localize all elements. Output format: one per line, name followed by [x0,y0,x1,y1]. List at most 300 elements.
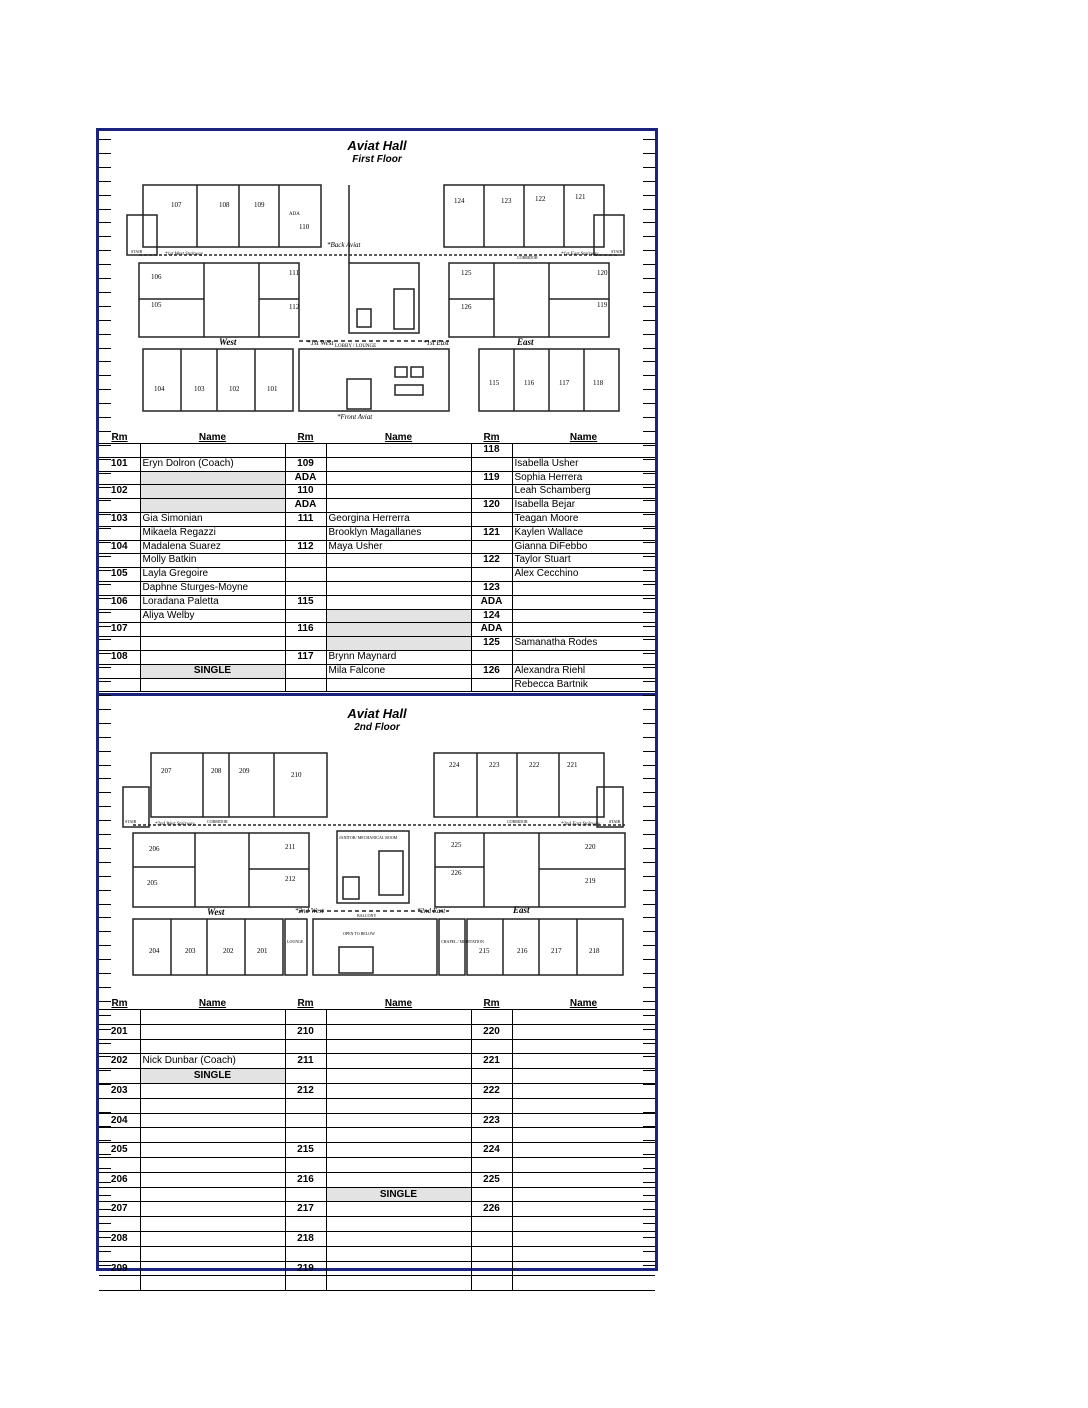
room-number-cell [285,1246,326,1261]
tick-mark [643,1112,655,1113]
room-number-cell: 201 [99,1024,140,1039]
room-123: 123 [501,197,512,205]
room-number-cell: 122 [471,554,512,568]
label-east-stair: *2nd East Stairway [561,822,601,827]
tick-mark [99,167,111,168]
floor2-header-row [99,997,655,1010]
resident-name-cell: Kaylen Wallace [512,526,655,540]
tick-mark [643,806,655,807]
room-number-cell: 212 [285,1083,326,1098]
floor2-title [99,707,655,735]
right-tick-marks [643,131,655,1268]
floor1-title-text: Aviat Hall [347,138,407,153]
resident-name-cell [326,623,471,637]
label-janitor: JANITOR/ MECHANICAL ROOM [339,835,398,840]
table-row [99,650,655,664]
resident-name-cell [140,499,285,513]
resident-name-cell [326,471,471,485]
tick-mark [99,361,111,362]
resident-name-cell [140,1039,285,1054]
resident-name-cell [326,1157,471,1172]
resident-name-cell: Daphne Sturges-Moyne [140,581,285,595]
label-stair-east: STAIR [609,819,621,824]
tick-mark [643,528,655,529]
table-row [99,1024,655,1039]
tick-mark [99,181,111,182]
table-row [99,1231,655,1246]
room-number-cell [285,1098,326,1113]
tick-mark [643,153,655,154]
resident-name-cell [326,444,471,458]
tick-mark [99,737,111,738]
tick-mark [643,320,655,321]
tick-mark [99,612,111,613]
tick-mark [99,890,111,891]
tick-mark [99,473,111,474]
tick-mark [643,890,655,891]
resident-name-cell [512,1187,655,1202]
room-218: 218 [589,947,600,955]
resident-name-cell [512,581,655,595]
room-109: 109 [254,201,265,209]
floor2-section [99,697,655,1274]
room-number-cell [471,1069,512,1084]
tick-mark [643,1237,655,1238]
tick-mark [643,1056,655,1057]
tick-mark [99,500,111,501]
room-number-cell [285,526,326,540]
room-number-cell: 111 [285,512,326,526]
room-124: 124 [454,197,465,205]
label-1st-west: *1st West [307,339,334,347]
tick-mark [99,1112,111,1113]
resident-name-cell [512,1276,655,1291]
tick-mark [99,1265,111,1266]
resident-name-cell: Madalena Suarez [140,540,285,554]
room-203: 203 [185,947,196,955]
room-208: 208 [211,767,222,775]
tick-mark [99,431,111,432]
resident-name-cell [326,609,471,623]
tick-mark [643,195,655,196]
room-number-cell [285,1217,326,1232]
resident-name-cell [512,1172,655,1187]
resident-name-cell [326,637,471,651]
room-103: 103 [194,385,205,393]
table-row [99,1143,655,1158]
room-number-cell: 208 [99,1231,140,1246]
room-number-cell [471,1098,512,1113]
tick-mark [643,1029,655,1030]
tick-mark [643,209,655,210]
resident-name-cell: Alex Cecchino [512,568,655,582]
resident-name-cell: SINGLE [140,1069,285,1084]
tick-mark [643,348,655,349]
resident-name-cell [140,444,285,458]
room-number-cell: 205 [99,1143,140,1158]
tick-mark [99,542,111,543]
resident-name-cell [326,1143,471,1158]
resident-name-cell [326,485,471,499]
room-number-cell: 224 [471,1143,512,1158]
resident-name-cell [326,1083,471,1098]
table-row [99,1054,655,1069]
resident-name-cell [140,1157,285,1172]
resident-name-cell [140,637,285,651]
resident-name-cell [326,1231,471,1246]
resident-name-cell: Mila Falcone [326,664,471,678]
room-206: 206 [149,845,160,853]
tick-mark [99,820,111,821]
table-row [99,1113,655,1128]
room-215: 215 [479,947,490,955]
room-number-cell [471,1231,512,1246]
resident-name-cell [326,678,471,692]
room-number-cell: 206 [99,1172,140,1187]
room-number-cell [285,1069,326,1084]
room-number-cell: 101 [99,457,140,471]
tick-mark [99,1237,111,1238]
tick-mark [643,639,655,640]
floor1-section [99,131,655,691]
room-number-cell [471,1276,512,1291]
label-corridor: CORRIDOR [517,255,538,260]
header-name: Name [140,431,285,444]
room-number-cell: 223 [471,1113,512,1128]
tick-mark [99,1029,111,1030]
tick-mark [643,556,655,557]
room-205: 205 [147,879,158,887]
tick-mark [99,389,111,390]
tick-mark [643,292,655,293]
room-number-cell: 125 [471,637,512,651]
tick-mark [643,264,655,265]
tick-mark [643,431,655,432]
tick-mark [99,403,111,404]
tick-mark [643,709,655,710]
floor1-title [99,139,655,167]
room-number-cell: ADA [285,471,326,485]
room-102: 102 [229,385,240,393]
resident-name-cell [326,1113,471,1128]
tick-mark [643,598,655,599]
room-101: 101 [267,385,278,393]
room-number-cell: 211 [285,1054,326,1069]
label-front-aviat: *Front Aviat [337,413,373,421]
table-row [99,1172,655,1187]
resident-name-cell: Isabella Usher [512,457,655,471]
label-ada: ADA [289,212,300,217]
resident-name-cell [512,1113,655,1128]
room-number-cell [285,678,326,692]
tick-mark [99,751,111,752]
room-number-cell [471,1246,512,1261]
table-row [99,1276,655,1291]
room-222: 222 [529,761,540,769]
header-rm: Rm [285,431,326,444]
tick-mark [99,556,111,557]
resident-name-cell [326,1098,471,1113]
resident-name-cell: Brynn Maynard [326,650,471,664]
room-117: 117 [559,379,570,387]
room-number-cell [285,1157,326,1172]
label-open-below: OPEN TO BELOW [343,931,375,936]
tick-mark [643,1223,655,1224]
tick-mark [99,584,111,585]
header-name: Name [140,997,285,1010]
tick-mark [643,167,655,168]
resident-name-cell: Teagan Moore [512,512,655,526]
tick-mark [643,904,655,905]
tick-mark [99,806,111,807]
room-210: 210 [291,771,302,779]
resident-name-cell: Gia Simonian [140,512,285,526]
tick-mark [643,222,655,223]
resident-name-cell: Mikaela Regazzi [140,526,285,540]
room-number-cell: 225 [471,1172,512,1187]
tick-mark [643,1001,655,1002]
table-row [99,526,655,540]
tick-mark [99,1084,111,1085]
resident-name-cell [326,1172,471,1187]
tick-mark [643,445,655,446]
tick-mark [643,945,655,946]
header-name: Name [326,997,471,1010]
tick-mark [99,1195,111,1196]
tick-mark [99,1126,111,1127]
tick-mark [643,1195,655,1196]
tick-mark [99,1168,111,1169]
tick-mark [643,1070,655,1071]
tick-mark [99,1001,111,1002]
tick-mark [99,1043,111,1044]
room-number-cell: 105 [99,568,140,582]
tick-mark [643,236,655,237]
tick-mark [99,778,111,779]
table-row [99,1187,655,1202]
room-number-cell: 216 [285,1172,326,1187]
room-220: 220 [585,843,596,851]
tick-mark [99,1098,111,1099]
room-number-cell: 120 [471,499,512,513]
tick-mark [99,1223,111,1224]
room-225: 225 [451,841,462,849]
label-lobby: LOBBY / LOUNGE [335,344,377,349]
resident-name-cell: Aliya Welby [140,609,285,623]
tick-mark [99,375,111,376]
room-105: 105 [151,301,162,309]
tick-mark [643,375,655,376]
table-row [99,1157,655,1172]
floor2-roster-body [99,1010,655,1291]
table-row [99,512,655,526]
room-223: 223 [489,761,500,769]
tick-mark [643,417,655,418]
resident-name-cell: Nick Dunbar (Coach) [140,1054,285,1069]
tick-mark [643,862,655,863]
table-row [99,609,655,623]
resident-name-cell [512,1246,655,1261]
room-118: 118 [593,379,604,387]
tick-mark [99,1140,111,1141]
room-number-cell [285,581,326,595]
tick-mark [643,1251,655,1252]
tick-mark [643,681,655,682]
tick-mark [99,848,111,849]
resident-name-cell [512,1261,655,1276]
room-number-cell: 217 [285,1202,326,1217]
room-number-cell [471,1261,512,1276]
resident-name-cell: SINGLE [140,664,285,678]
tick-mark [99,917,111,918]
table-row [99,678,655,692]
tick-mark [643,139,655,140]
resident-name-cell [140,1024,285,1039]
tick-mark [99,348,111,349]
floor1-roster-table [99,431,655,692]
room-number-cell: 209 [99,1261,140,1276]
resident-name-cell [140,1187,285,1202]
tick-mark [99,1056,111,1057]
tick-mark [99,250,111,251]
room-202: 202 [223,947,234,955]
label-corridor-east: CORRIDOR [507,819,528,824]
room-207: 207 [161,767,172,775]
tick-mark [99,1182,111,1183]
tick-mark [99,209,111,210]
room-108: 108 [219,201,230,209]
room-216: 216 [517,947,528,955]
resident-name-cell [140,650,285,664]
resident-name-cell [140,1217,285,1232]
tick-mark [643,1209,655,1210]
tick-mark [643,792,655,793]
tick-mark [99,487,111,488]
room-115: 115 [489,379,500,387]
label-corridor-west: CORRIDOR [207,819,228,824]
room-number-cell [471,1157,512,1172]
resident-name-cell [512,1054,655,1069]
resident-name-cell [512,1217,655,1232]
floor-divider [99,693,655,696]
tick-mark [643,667,655,668]
table-row [99,540,655,554]
tick-mark [99,792,111,793]
tick-mark [99,195,111,196]
resident-name-cell [140,1231,285,1246]
room-107: 107 [171,201,182,209]
room-112: 112 [289,303,300,311]
room-number-cell: 221 [471,1054,512,1069]
room-number-cell: ADA [471,623,512,637]
room-number-cell: 119 [471,471,512,485]
room-number-cell: 126 [471,664,512,678]
room-number-cell [99,1276,140,1291]
floor1-roster-body [99,444,655,692]
label-2nd-west: *2nd West [295,907,324,915]
resident-name-cell [326,1069,471,1084]
resident-name-cell: Leah Schamberg [512,485,655,499]
tick-mark [643,389,655,390]
room-number-cell: 109 [285,457,326,471]
tick-mark [643,751,655,752]
tick-mark [643,1168,655,1169]
tick-mark [99,264,111,265]
tick-mark [99,959,111,960]
resident-name-cell: SINGLE [326,1187,471,1202]
room-number-cell [471,568,512,582]
resident-name-cell [512,1069,655,1084]
tick-mark [643,987,655,988]
table-row [99,499,655,513]
resident-name-cell [140,471,285,485]
room-120: 120 [597,269,608,277]
floor1-subtitle: First Floor [352,154,402,165]
header-name: Name [512,997,655,1010]
tick-mark [643,695,655,696]
resident-name-cell [140,1261,285,1276]
room-219: 219 [585,877,596,885]
resident-name-cell: Maya Usher [326,540,471,554]
room-number-cell: 123 [471,581,512,595]
resident-name-cell [326,1039,471,1054]
room-209: 209 [239,767,250,775]
resident-name-cell [512,650,655,664]
tick-mark [643,778,655,779]
label-east: East [517,337,534,347]
room-number-cell: 218 [285,1231,326,1246]
resident-name-cell [326,1024,471,1039]
resident-name-cell: Samanatha Rodes [512,637,655,651]
label-chapel: CHAPEL / MEDITATION [441,939,484,944]
resident-name-cell [512,623,655,637]
room-119: 119 [597,301,608,309]
resident-name-cell [326,1010,471,1025]
resident-name-cell [326,1202,471,1217]
room-number-cell [471,457,512,471]
tick-mark [99,306,111,307]
tick-mark [99,1251,111,1252]
resident-name-cell: Isabella Bejar [512,499,655,513]
room-111: 111 [289,269,299,277]
room-number-cell [471,485,512,499]
table-row [99,1246,655,1261]
tick-mark [99,695,111,696]
room-204: 204 [149,947,160,955]
tick-mark [99,570,111,571]
header-name: Name [326,431,471,444]
floor1-header-row [99,431,655,444]
label-stair-east: STAIR [611,249,623,254]
header-rm: Rm [285,997,326,1010]
room-number-cell: 112 [285,540,326,554]
tick-mark [643,653,655,654]
resident-name-cell: Taylor Stuart [512,554,655,568]
tick-mark [643,514,655,515]
room-number-cell [471,512,512,526]
resident-name-cell [326,1217,471,1232]
tick-mark [643,931,655,932]
tick-mark [99,931,111,932]
resident-name-cell [326,595,471,609]
resident-name-cell [326,1128,471,1143]
table-row [99,471,655,485]
tick-mark [99,653,111,654]
tick-mark [643,500,655,501]
resident-name-cell [512,1010,655,1025]
tick-mark [643,834,655,835]
room-number-cell: 116 [285,623,326,637]
